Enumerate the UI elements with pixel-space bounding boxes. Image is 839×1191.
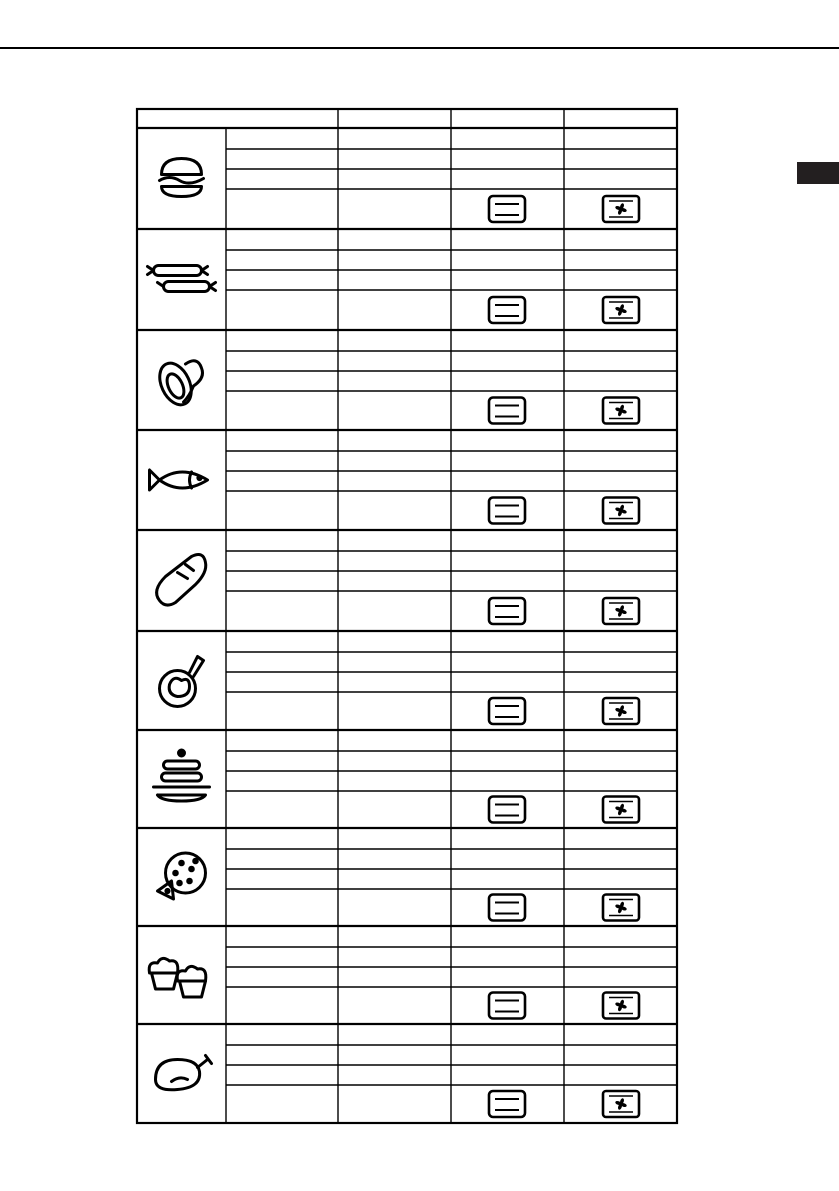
oven-fan-icon xyxy=(603,297,639,323)
oven-fan-icon xyxy=(603,498,639,524)
fish-tail xyxy=(150,470,160,490)
symbol-frame xyxy=(489,598,525,624)
oven-conventional-icon xyxy=(489,196,525,222)
muffin-top-1 xyxy=(149,958,178,973)
plate xyxy=(154,787,210,801)
muffins-icon xyxy=(149,958,206,997)
chicken-wing xyxy=(172,1078,188,1082)
oven-fan-icon xyxy=(603,895,639,921)
sausage-ends xyxy=(158,283,216,291)
ham-icon xyxy=(154,358,203,410)
meat-inner xyxy=(169,678,189,696)
pancake-2 xyxy=(162,773,202,781)
symbol-frame xyxy=(489,196,525,222)
bun-top xyxy=(162,159,202,175)
topping xyxy=(174,871,178,875)
oven-fan-icon xyxy=(603,797,639,823)
chicken-leg xyxy=(198,1056,212,1068)
oven-conventional-icon xyxy=(489,598,525,624)
sausage-ends xyxy=(148,267,208,275)
butter xyxy=(179,750,185,756)
oven-conventional-icon xyxy=(489,398,525,424)
table-frame xyxy=(137,109,677,1123)
topping xyxy=(188,879,192,883)
sausage-bottom xyxy=(164,282,210,292)
symbol-frame xyxy=(489,895,525,921)
oven-conventional-icon xyxy=(489,498,525,524)
oven-conventional-icon xyxy=(489,797,525,823)
oven-conventional-icon xyxy=(489,993,525,1019)
meat-leg-icon xyxy=(160,657,204,707)
bun-bottom xyxy=(162,187,202,197)
topping xyxy=(178,881,182,885)
burger-icon xyxy=(160,159,204,197)
oven-fan-icon xyxy=(603,1091,639,1117)
oven-fan-icon xyxy=(603,196,639,222)
oven-fan-icon xyxy=(603,698,639,724)
pancakes-icon xyxy=(154,750,210,801)
muffin-top-2 xyxy=(177,966,206,981)
fish-eye xyxy=(198,476,201,479)
sausage-top xyxy=(154,266,202,276)
symbol-frame xyxy=(489,797,525,823)
oven-fan-icon xyxy=(603,993,639,1019)
symbol-frame xyxy=(489,297,525,323)
oven-conventional-icon xyxy=(489,895,525,921)
oven-conventional-icon xyxy=(489,297,525,323)
oven-fan-icon xyxy=(603,398,639,424)
bread-loaf xyxy=(157,555,206,606)
roast-chicken-icon xyxy=(156,1056,212,1090)
fish-gill xyxy=(190,472,192,488)
topping xyxy=(190,867,194,871)
symbol-frame xyxy=(489,1091,525,1117)
symbol-frame xyxy=(489,498,525,524)
fish-icon xyxy=(150,470,208,490)
meat-bone xyxy=(190,657,204,677)
symbol-frame xyxy=(489,698,525,724)
symbol-frame xyxy=(489,398,525,424)
symbol-frame xyxy=(489,993,525,1019)
bread-icon xyxy=(157,555,206,606)
topping xyxy=(166,889,169,892)
ham-body xyxy=(154,358,198,410)
muffin-cup-1 xyxy=(152,973,178,989)
oven-fan-icon xyxy=(603,598,639,624)
pizza-icon xyxy=(158,853,206,899)
chicken-body xyxy=(156,1060,200,1090)
sausages-icon xyxy=(148,266,216,292)
oven-conventional-icon xyxy=(489,1091,525,1117)
pancake-1 xyxy=(164,761,200,769)
filling xyxy=(160,178,204,184)
topping xyxy=(194,859,198,863)
oven-conventional-icon xyxy=(489,698,525,724)
muffin-cup-2 xyxy=(180,981,206,997)
ham-bone xyxy=(184,361,203,402)
topping xyxy=(180,861,184,865)
